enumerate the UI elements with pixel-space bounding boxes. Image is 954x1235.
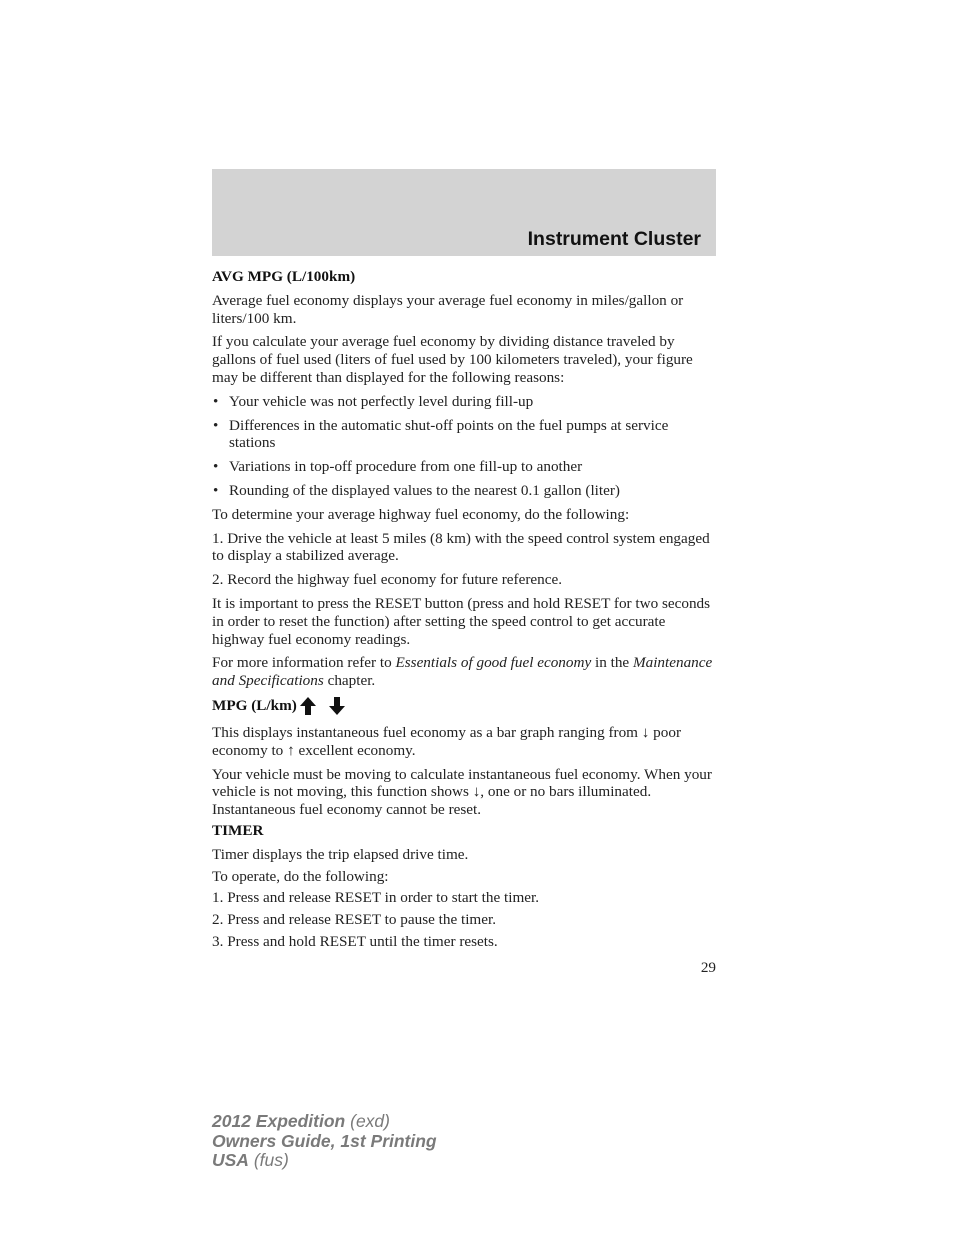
mpg-heading-text: MPG (L/km) [212, 697, 297, 715]
avg-mpg-paragraph-4: It is important to press the RESET button (press and hold RESET for two seconds in order to reset the function) after setting the speed control to get accurate highway fuel economy readings. [212, 594, 711, 648]
avg-mpg-paragraph-2: If you calculate your average fuel economy by dividing distance traveled by gallons of fuel used (liters of fuel used by 100 kilometers traveled), your figure may be different than displayed for the following reasons: [212, 333, 693, 386]
list-item: • Your vehicle was not perfectly level during fill-up [212, 393, 718, 411]
avg-mpg-paragraph-5 [212, 654, 718, 690]
list-item: • Rounding of the displayed values to the nearest 0.1 gallon (liter) [212, 482, 718, 500]
timer-heading: TIMER [212, 821, 264, 839]
reference-text: chapter. [323, 672, 376, 690]
timer-step-1: 1. Press and release RESET in order to start the timer. [212, 889, 540, 907]
footer-line-1 [212, 1112, 437, 1132]
avg-mpg-paragraph-3: To determine your average highway fuel economy, do the following: [212, 505, 630, 523]
mpg-paragraph-2: Your vehicle must be moving to calculate instantaneous fuel economy. When your vehicle is not moving, this function shows ↓, one or no bars illuminated. Instantaneous fuel economy cannot be reset. [212, 765, 712, 819]
reasons-list [212, 393, 718, 500]
footer-model: 2012 Expedition [212, 1111, 346, 1131]
timer-step-2: 2. Press and release RESET to pause the timer. [212, 911, 497, 929]
section-title: Instrument Cluster [527, 228, 701, 250]
reference-text: in the [591, 654, 633, 672]
footer-market-code: (fus) [248, 1150, 289, 1170]
section-header-band [212, 169, 716, 256]
mpg-heading [212, 696, 718, 716]
arrow-down-icon [328, 696, 346, 716]
footer-line-3 [212, 1151, 437, 1171]
highway-step-2: 2. Record the highway fuel economy for future reference. [212, 571, 563, 589]
highway-step-1: 1. Drive the vehicle at least 5 miles (8 km) with the speed control system engaged to display a stabilized average. [212, 529, 710, 565]
list-item: • Differences in the automatic shut-off points on the fuel pumps at service stations [212, 417, 718, 453]
footer-model-code: (exd) [345, 1111, 390, 1131]
footer-line-2: Owners Guide, 1st Printing [212, 1130, 437, 1151]
timer-paragraph-1: Timer displays the trip elapsed drive time. [212, 845, 469, 863]
footer-edition [212, 1112, 437, 1171]
reference-text: For more information refer to [212, 654, 396, 672]
footer-market: USA [212, 1150, 249, 1170]
page-content [212, 266, 718, 957]
arrow-up-icon [299, 696, 317, 716]
timer-paragraph-2: To operate, do the following: [212, 867, 389, 885]
page-number: 29 [700, 959, 716, 976]
mpg-paragraph-1: This displays instantaneous fuel economy as a bar graph ranging from ↓ poor economy to ↑ excellent economy. [212, 723, 682, 759]
list-item: • Variations in top-off procedure from one fill-up to another [212, 458, 718, 476]
avg-mpg-paragraph-1: Average fuel economy displays your average fuel economy in miles/gallon or liters/100 km. [212, 291, 684, 327]
timer-step-3: 3. Press and hold RESET until the timer resets. [212, 932, 498, 950]
avg-mpg-heading: AVG MPG (L/100km) [212, 268, 356, 285]
reference-chapter: Maintenance and Specifications [212, 654, 713, 690]
reference-title: Essentials of good fuel economy [395, 654, 592, 672]
